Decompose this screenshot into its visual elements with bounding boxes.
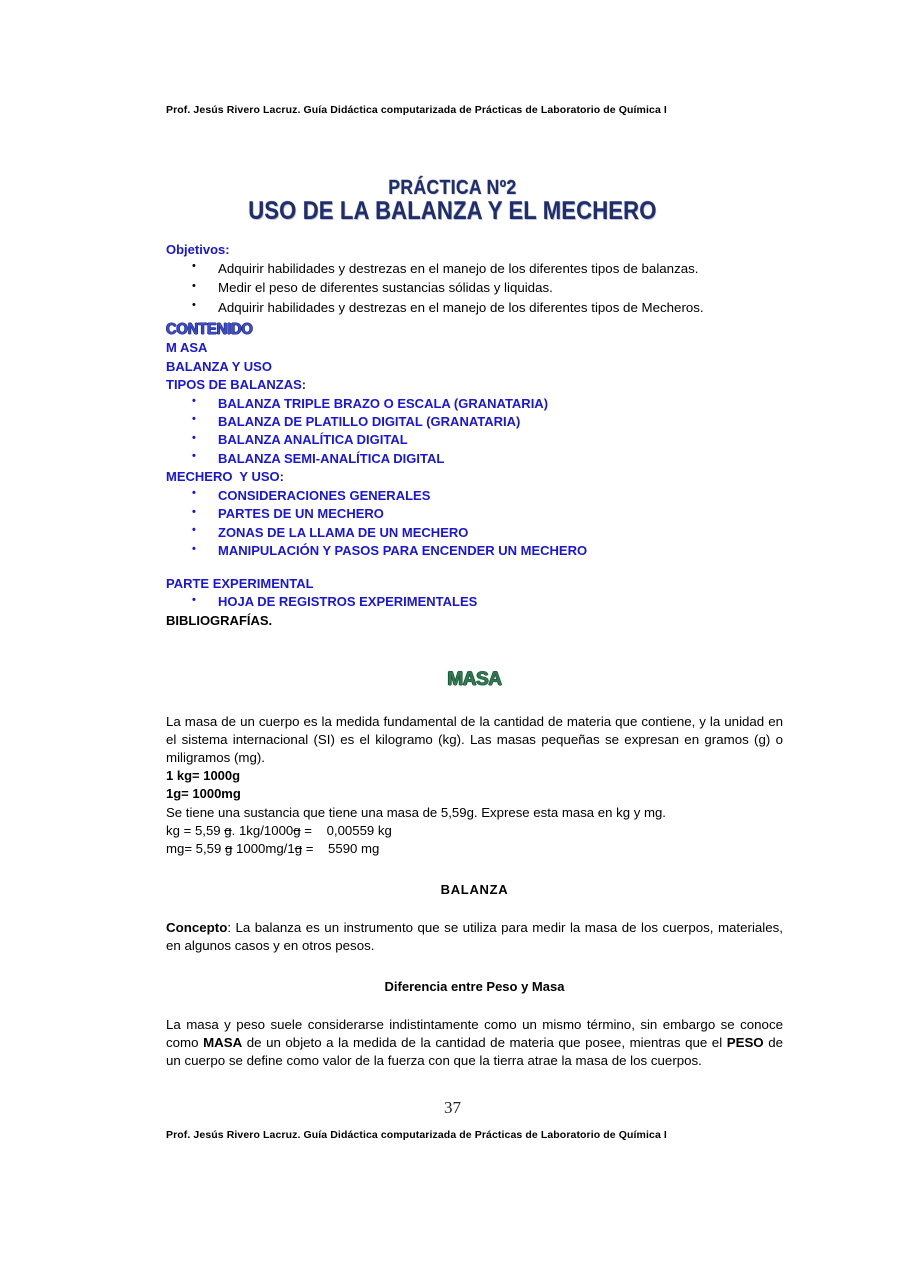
calc-cancelled-unit: g: [225, 841, 233, 857]
calc-result: = 5590 mg: [302, 841, 380, 857]
objectives-list: [166, 259, 783, 317]
contents-tipos-list: [166, 395, 783, 469]
list-item: • BALANZA TRIPLE BRAZO O ESCALA (GRANATARIA): [166, 395, 783, 413]
contents-heading: CONTENIDO: [166, 321, 253, 339]
list-item: • BALANZA DE PLATILLO DIGITAL (GRANATARIA): [166, 413, 783, 431]
calc-mid: . 1kg/1000: [231, 822, 294, 838]
list-item: • Adquirir habilidades y destrezas en el manejo de los diferentes tipos de Mecheros.: [166, 298, 783, 317]
spacer: [166, 955, 783, 979]
masa-equation-g: 1g= 1000mg: [166, 786, 241, 802]
balanza-concept-paragraph: [166, 919, 783, 955]
practice-title-line2: USO DE LA BALANZA Y EL MECHERO: [248, 197, 657, 225]
spacer: [166, 994, 783, 1016]
spacer: [166, 897, 783, 919]
concept-label: Concepto: [166, 920, 228, 936]
contents-entry-tipos-de-balanzas: TIPOS DE BALANZAS:: [166, 377, 307, 393]
list-item: • PARTES DE UN MECHERO: [166, 505, 783, 523]
list-item: • ZONAS DE LA LLAMA DE UN MECHERO: [166, 524, 783, 542]
spacer: [166, 691, 783, 713]
list-item: • BALANZA ANALÍTICA DIGITAL: [166, 431, 783, 449]
practice-title-line1: PRÁCTICA Nº2: [388, 177, 517, 199]
list-item: • Medir el peso de diferentes sustancias sólidas y liquidas.: [166, 278, 783, 297]
diferencia-part3: de un cuerpo se define como valor de la fuerza con que la tierra atrae la masa de los cuerpos.: [166, 1035, 783, 1069]
contents-entry-mechero: MECHERO Y USO:: [166, 469, 284, 485]
spacer: [166, 630, 783, 669]
calc-cancelled-unit: g: [224, 822, 232, 838]
contents-entry-bibliografias: BIBLIOGRAFÍAS.: [166, 612, 273, 628]
diferencia-bold-masa: MASA: [203, 1035, 243, 1051]
running-header: Prof. Jesús Rivero Lacruz. Guía Didáctica computarizada de Prácticas de Laboratorio de Química I: [166, 104, 667, 116]
page-number: 37: [444, 1098, 461, 1117]
practice-title: [54, 178, 850, 224]
masa-heading: MASA: [447, 668, 502, 690]
masa-equation-kg: 1 kg= 1000g: [166, 767, 241, 783]
balanza-heading: BALANZA: [440, 882, 509, 898]
masa-paragraph: La masa de un cuerpo es la medida fundamental de la cantidad de materia que contiene, y la unidad en el sistema internacional (SI) es el kilogramo (kg). Las masas pequeñas se expresan en gramos (g) o miligramos (mg).: [166, 713, 783, 765]
spacer: [166, 561, 783, 575]
running-footer: Prof. Jesús Rivero Lacruz. Guía Didáctica computarizada de Prácticas de Laboratorio de Química I: [166, 1129, 667, 1141]
list-item: • BALANZA SEMI-ANALÍTICA DIGITAL: [166, 450, 783, 468]
masa-calculation-mg: [166, 840, 783, 858]
calc-lead: kg = 5,59: [166, 822, 225, 838]
spacer: [166, 858, 783, 882]
masa-calculation-kg: [166, 822, 783, 840]
calc-result: = 0,00559 kg: [300, 822, 392, 838]
objectives-heading: Objetivos:: [166, 242, 230, 257]
contents-parte-experimental-list: [166, 593, 783, 611]
calc-mid: 1000mg/1: [232, 841, 295, 857]
contents-mechero-list: [166, 487, 783, 561]
calc-cancelled-unit: g: [293, 822, 301, 838]
diferencia-heading: Diferencia entre Peso y Masa: [384, 979, 565, 995]
contents-entry-masa: M ASA: [166, 340, 208, 356]
calc-lead: mg= 5,59: [166, 841, 226, 857]
contents-entry-balanza-y-uso: BALANZA Y USO: [166, 358, 272, 374]
document-body: [166, 241, 783, 1070]
diferencia-bold-peso: PESO: [726, 1035, 764, 1051]
diferencia-paragraph: [166, 1016, 783, 1070]
calc-cancelled-unit: g: [294, 841, 303, 857]
list-item: • Adquirir habilidades y destrezas en el manejo de los diferentes tipos de balanzas.: [166, 259, 783, 278]
contents-entry-parte-experimental: PARTE EXPERIMENTAL: [166, 575, 314, 591]
diferencia-part1: La masa y peso suele considerarse indistintamente como un mismo término, sin embargo se conoce como: [166, 1017, 783, 1051]
contents-heading-wrap: [166, 321, 783, 339]
concept-text: : La balanza es un instrumento que se utiliza para medir la masa de los cuerpos, materiales, en algunos casos y en otros pesos.: [166, 920, 783, 954]
list-item: • CONSIDERACIONES GENERALES: [166, 487, 783, 505]
list-item: • HOJA DE REGISTROS EXPERIMENTALES: [166, 593, 783, 611]
list-item: • MANIPULACIÓN Y PASOS PARA ENCENDER UN MECHERO: [166, 542, 783, 560]
masa-problem-statement: Se tiene una sustancia que tiene una masa de 5,59g. Exprese esta masa en kg y mg.: [166, 804, 666, 820]
diferencia-part2: de un objeto a la medida de la cantidad de materia que posee, mientras que el: [242, 1035, 727, 1051]
